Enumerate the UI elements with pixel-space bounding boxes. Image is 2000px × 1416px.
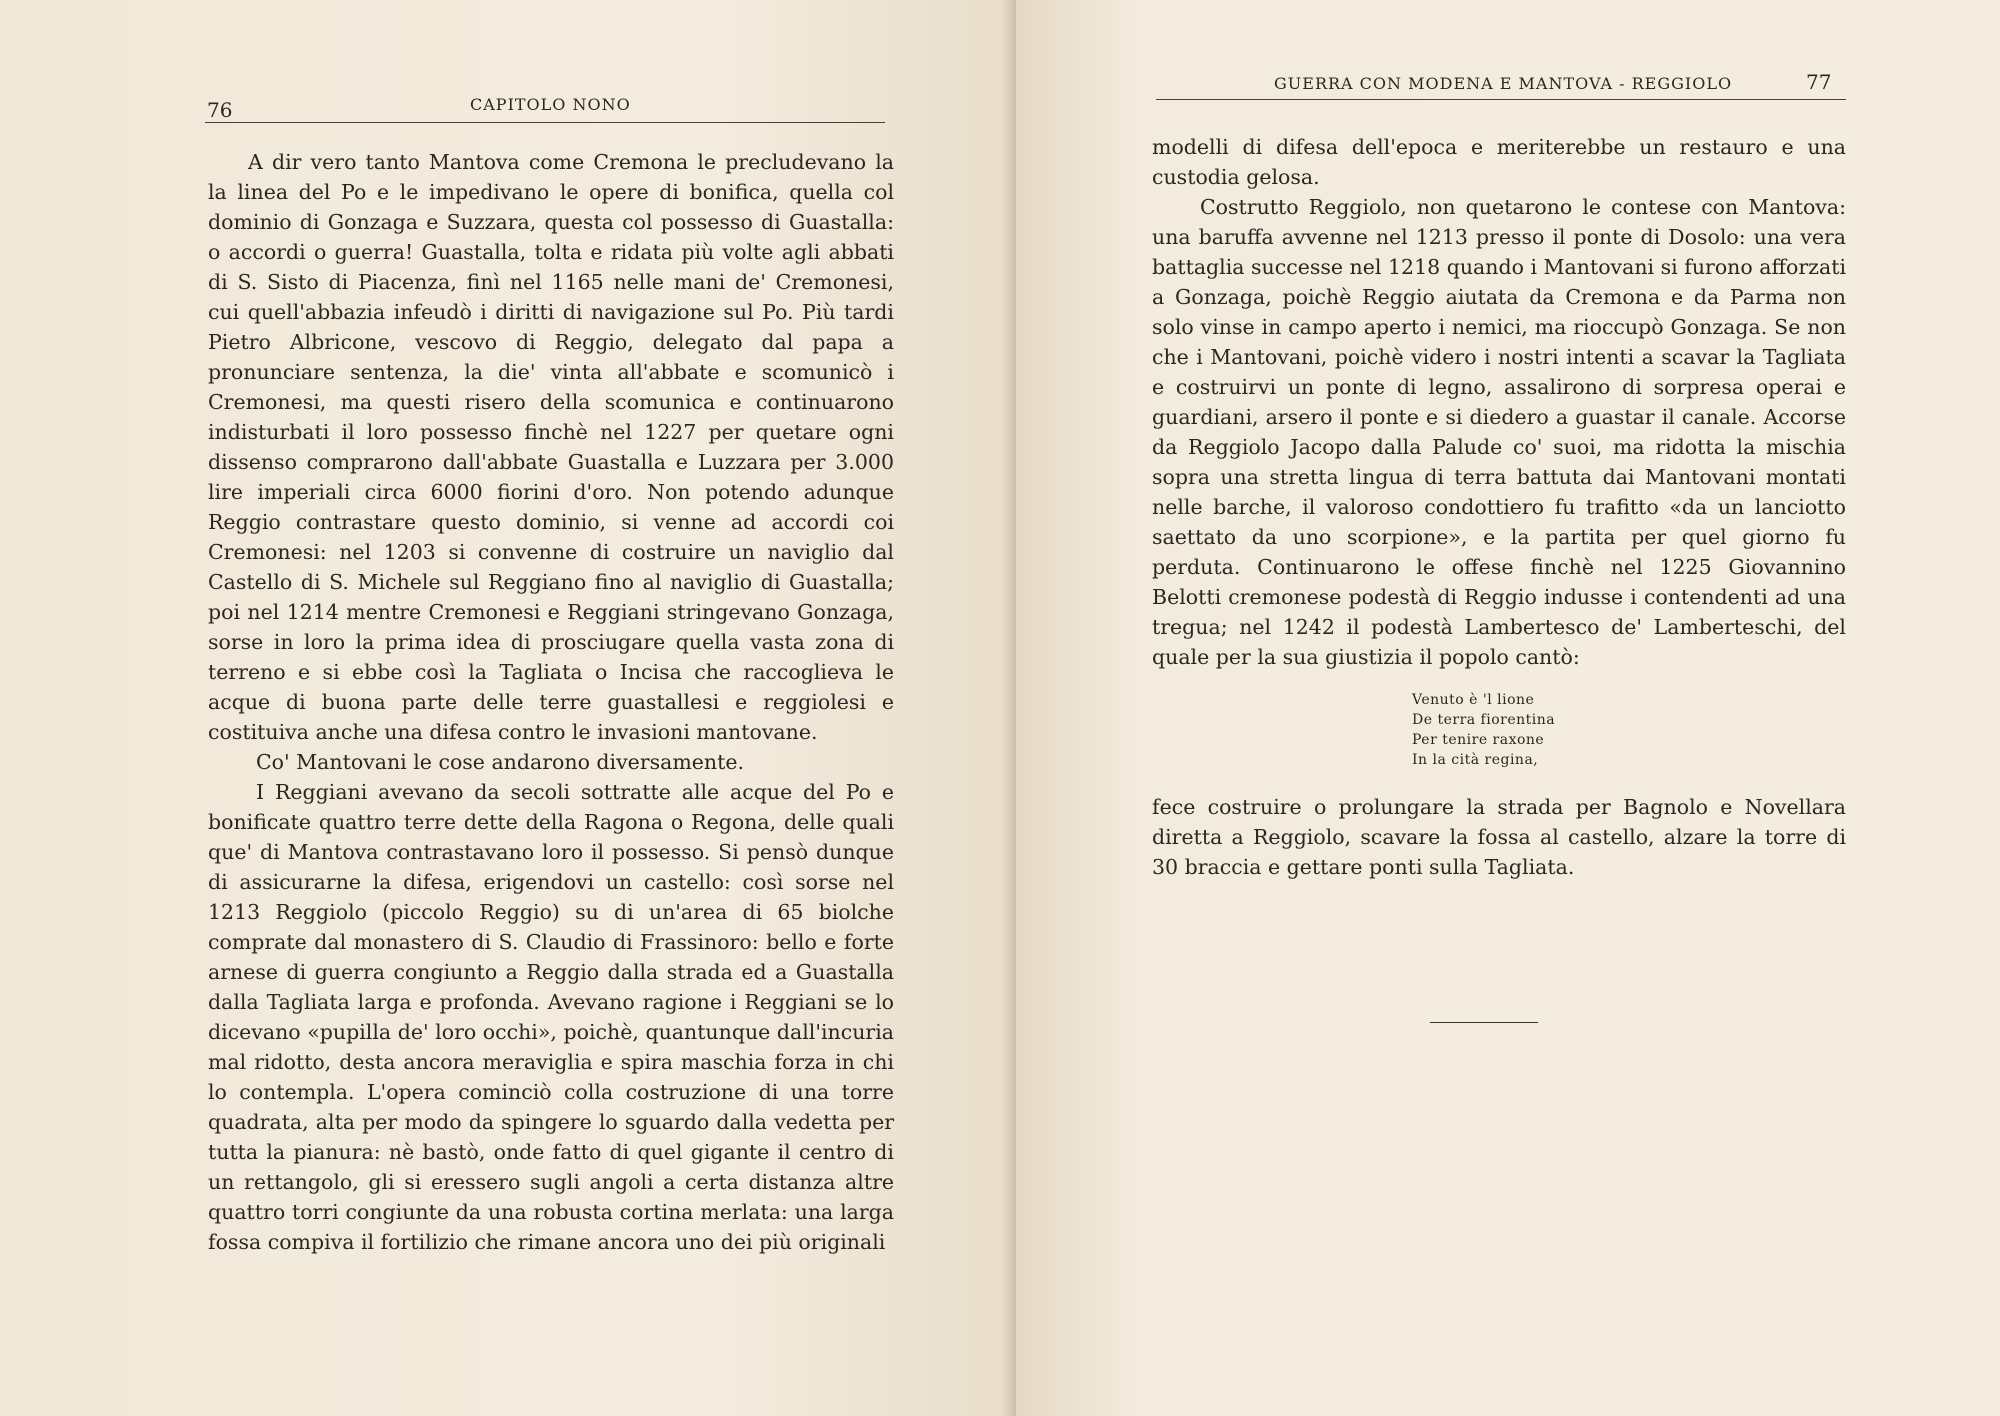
- right-page-number: 77: [1806, 70, 1832, 94]
- verse-line: Per tenire raxone: [1412, 732, 1545, 748]
- right-header-rule: [1156, 99, 1846, 100]
- left-page-number: 76: [207, 98, 233, 122]
- right-paragraph-3: fece costruire o prolungare la strada per Bagnolo e Novellara diretta a Reggiolo, scavare la fossa al castello, alzare la torre di 30 braccia e gettare ponti sulla Tagliata.: [1152, 795, 1846, 879]
- left-running-header: CAPITOLO NONO: [470, 95, 631, 114]
- right-paragraph-2: Costrutto Reggiolo, non quetarono le contese con Mantova: una baruffa avvenne nel 1213 presso il ponte di Dosolo: una vera battaglia successe nel 1218 quando i Mantovani si furono afforzati a Gonzaga, poichè Reggio aiutata da Cremona e da Parma non solo vinse in campo aperto i nemici, ma rioccupò Gonzaga. Se non che i Mantovani, poichè videro i nostri intenti a scavar la Tagliata e costruirvi un ponte di legno, assalirono di sorpresa operai e guardiani, arsero il ponte e si diedero a guastar il canale. Accorse da Reggiolo Jacopo dalla Palude co' suoi, ma ridotta la mischia sopra una stretta lingua di terra battuta dai Mantovani montati nelle barche, il valoroso condottiero fu trafitto «da un lanciotto saettato da uno scorpione», e la partita per quel giorno fu perduta. Continuarono le offese finchè nel 1225 Giovannino Belotti cremonese podestà di Reggio indusse i contendenti ad una tregua; nel 1242 il podestà Lambertesco de' Lamberteschi, del quale per la sua giustizia il popolo cantò:: [1152, 195, 1846, 669]
- right-body-text-bottom: [1152, 792, 1846, 882]
- left-paragraph-1: A dir vero tanto Mantova come Cremona le precludevano la la linea del Po e le impedivano le opere di bonifica, quella col dominio di Gonzaga e Suzzara, questa col possesso di Guastalla: o accordi o guerra! Guastalla, tolta e ridata più volte agli abbati di S. Sisto di Piacenza, finì nel 1165 nelle mani de' Cremonesi, cui quell'abbazia infeudò i diritti di navigazione sul Po. Più tardi Pietro Albricone, vescovo di Reggio, delegato dal papa a pronunciare sentenza, la die' vinta all'abbate e scomunicò i Cremonesi, ma questi risero della scomunica e continuarono indisturbati il loro possesso finchè nel 1227 per quetare ogni dissenso comprarono dall'abbate Guastalla e Luzzara per 3.000 lire imperiali circa 6000 fiorini d'oro. Non potendo adunque Reggio contrastare questo dominio, si venne ad accordi coi Cremonesi: nel 1203 si convenne di costruire un naviglio dal Castello di S. Michele sul Reggiano fino al naviglio di Guastalla; poi nel 1214 mentre Cremonesi e Reggiani stringevano Gonzaga, sorse in loro la prima idea di prosciugare quella vasta zona di terreno e si ebbe così la Tagliata o Incisa che raccoglieva le acque di buona parte delle terre guastallesi e reggiolesi e costituiva anche una difesa contro le invasioni mantovane.: [208, 150, 894, 744]
- right-page: [1016, 0, 2000, 1416]
- right-paragraph-1: modelli di difesa dell'epoca e meriterebbe un restauro e una custodia gelosa.: [1152, 135, 1846, 189]
- left-paragraph-2: Co' Mantovani le cose andarono diversamente.: [256, 750, 745, 774]
- left-paragraph-3: I Reggiani avevano da secoli sottratte alle acque del Po e bonificate quattro terre dette della Ragona o Regona, delle quali que' di Mantova contrastavano loro il possesso. Si pensò dunque di assicurarne la difesa, erigendovi un castello: così sorse nel 1213 Reggiolo (piccolo Reggio) su di un'area di 65 biolche comprate dal monastero di S. Claudio di Frassinoro: bello e forte arnese di guerra congiunto a Reggio dalla strada ed a Guastalla dalla Tagliata larga e profonda. Avevano ragione i Reggiani se lo dicevano «pupilla de' loro occhi», poichè, quantunque dall'incuria mal ridotto, desta ancora meraviglia e spira maschia forza in chi lo contempla. L'opera cominciò colla costruzione di una torre quadrata, alta per modo da spingere lo sguardo dalla vedetta per tutta la pianura: nè bastò, onde fatto di quel gigante il centro di un rettangolo, gli si eressero sugli angoli a certa distanza altre quattro torri congiunte da una robusta cortina merlata: una larga fossa compiva il fortilizio che rimane ancora uno dei più originali: [208, 780, 894, 1254]
- verse-line: Venuto è 'l lione: [1412, 692, 1535, 708]
- chapter-end-rule: [1430, 1022, 1538, 1023]
- verse-block: [1412, 690, 1555, 770]
- verse-line: De terra fiorentina: [1412, 712, 1556, 728]
- left-body-text: [208, 147, 894, 1257]
- right-body-text-top: [1152, 132, 1846, 672]
- left-header-rule: [205, 122, 885, 123]
- verse-line: In la cità regina,: [1412, 752, 1539, 768]
- right-running-header: GUERRA CON MODENA E MANTOVA - REGGIOLO: [1274, 74, 1733, 93]
